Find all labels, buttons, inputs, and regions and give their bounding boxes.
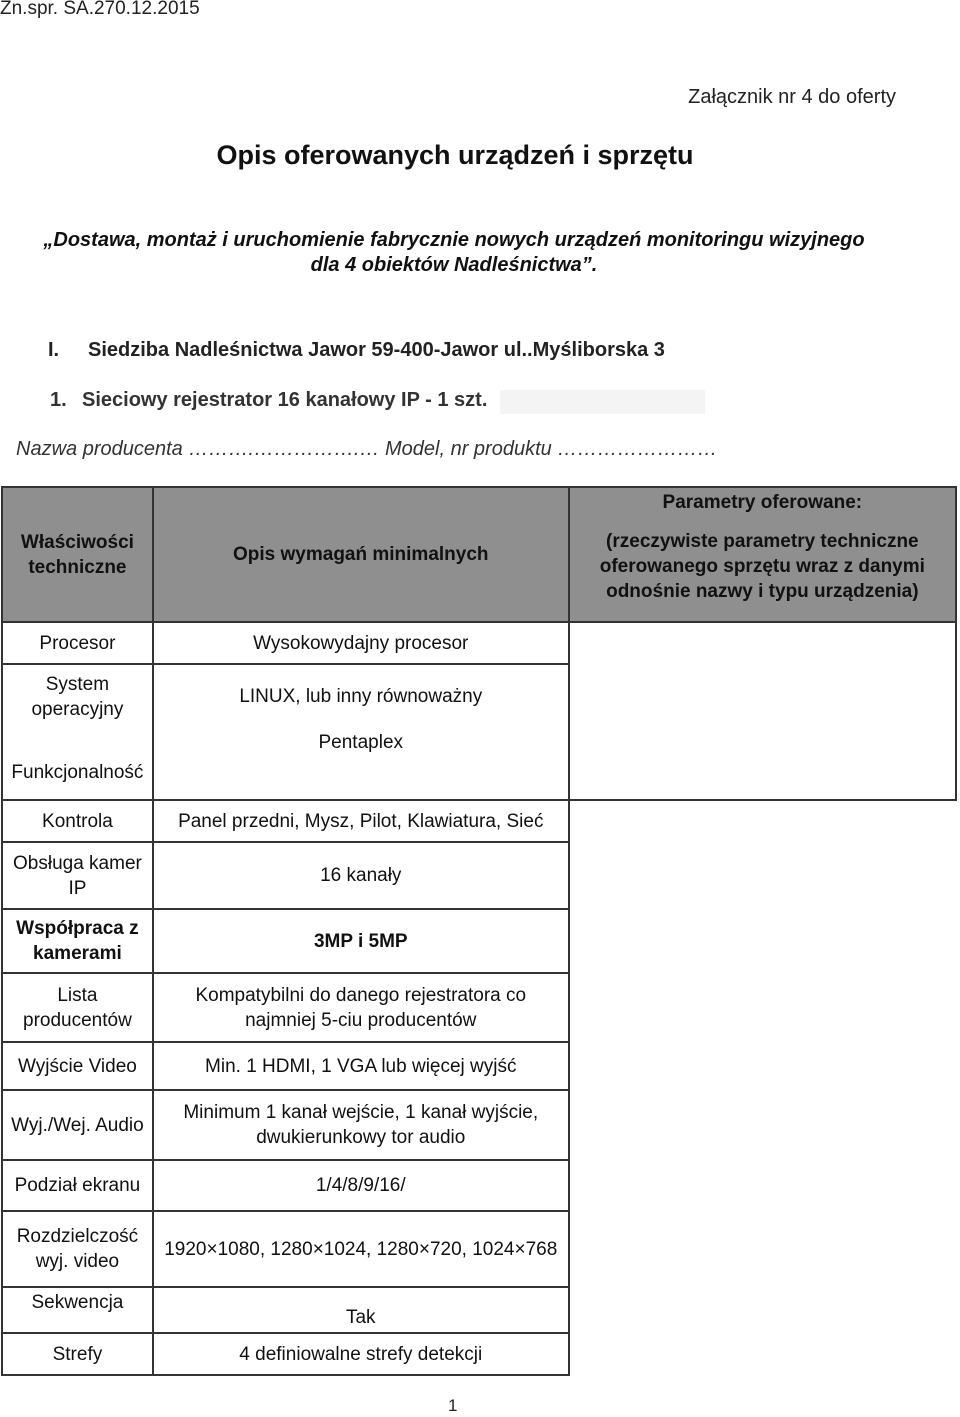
row-property: Rozdzielczość wyj. video	[2, 1211, 153, 1287]
row-requirement: Tak	[153, 1287, 569, 1333]
row-requirement: Wysokowydajny procesor	[153, 622, 569, 664]
subtitle-line-2: dla 4 obiektów Nadleśnictwa”.	[310, 254, 598, 276]
row-property: Strefy	[2, 1333, 153, 1375]
row-requirement: Min. 1 HDMI, 1 VGA lub więcej wyjść	[153, 1042, 569, 1090]
item-heading	[50, 389, 487, 412]
row-property: Obsługa kamer IP	[2, 842, 153, 909]
row-requirement: Kompatybilni do danego rejestratora co najmniej 5-ciu producentów	[153, 973, 569, 1042]
header-offered-title: Parametry oferowane:	[662, 492, 863, 513]
header-offered-desc: (rzeczywiste parametry techniczne oferowanego sprzętu wraz z danymi odnośnie nazwy i typu urządzenia)	[599, 531, 925, 602]
producer-model-line: Nazwa producenta ……….…………….… Model, nr produktu ……………………	[16, 438, 718, 460]
row-property: Funkcjonalność	[2, 728, 153, 800]
document-reference: Zn.spr. SA.270.12.2015	[0, 0, 200, 19]
row-requirement: Panel przedni, Mysz, Pilot, Klawiatura, Sieć	[153, 800, 569, 842]
row-property: Współpraca z kamerami	[2, 909, 153, 973]
row-property: Wyj./Wej. Audio	[2, 1090, 153, 1160]
row-property: Podział ekranu	[2, 1160, 153, 1211]
item-text: Sieciowy rejestrator 16 kanałowy IP - 1 szt.	[82, 389, 488, 411]
subtitle-line-1: „Dostawa, montaż i uruchomienie fabrycznie nowych urządzeń monitoringu wizyjnego	[43, 229, 865, 251]
row-requirement: LINUX, lub inny równoważny	[153, 664, 569, 728]
header-offered-params	[569, 487, 956, 622]
section-heading	[48, 339, 665, 362]
highlight-shade	[500, 390, 705, 414]
attachment-label: Załącznik nr 4 do oferty	[688, 86, 896, 108]
header-requirements: Opis wymagań minimalnych	[153, 487, 569, 622]
table-row	[2, 622, 956, 664]
item-number: 1.	[50, 389, 67, 411]
row-requirement: 3MP i 5MP	[153, 909, 569, 973]
header-properties: Właściwości techniczne	[2, 487, 153, 622]
table-header-row	[2, 487, 956, 622]
section-text: Siedziba Nadleśnictwa Jawor 59-400-Jawor ul..Myśliborska 3	[88, 339, 665, 361]
row-property: System operacyjny	[2, 664, 153, 728]
table-row	[2, 800, 956, 842]
page-title: Opis oferowanych urządzeń i sprzętu	[216, 140, 694, 170]
row-offered-input[interactable]	[569, 622, 956, 800]
section-number: I.	[48, 339, 60, 361]
row-offered-blank[interactable]	[569, 800, 956, 1375]
row-requirement: 16 kanały	[153, 842, 569, 909]
row-requirement: 4 definiowalne strefy detekcji	[153, 1333, 569, 1375]
row-property: Lista producentów	[2, 973, 153, 1042]
contract-subtitle	[0, 228, 908, 278]
row-requirement: 1/4/8/9/16/	[153, 1160, 569, 1211]
row-requirement: 1920×1080, 1280×1024, 1280×720, 1024×768	[153, 1211, 569, 1287]
row-requirement: Minimum 1 kanał wejście, 1 kanał wyjście, dwukierunkowy tor audio	[153, 1090, 569, 1160]
row-property: Kontrola	[2, 800, 153, 842]
row-property: Wyjście Video	[2, 1042, 153, 1090]
row-property: Sekwencja	[2, 1287, 153, 1333]
row-requirement: Pentaplex	[153, 728, 569, 800]
page-number: 1	[448, 1396, 458, 1415]
row-property: Procesor	[2, 622, 153, 664]
specification-table	[1, 486, 957, 1376]
